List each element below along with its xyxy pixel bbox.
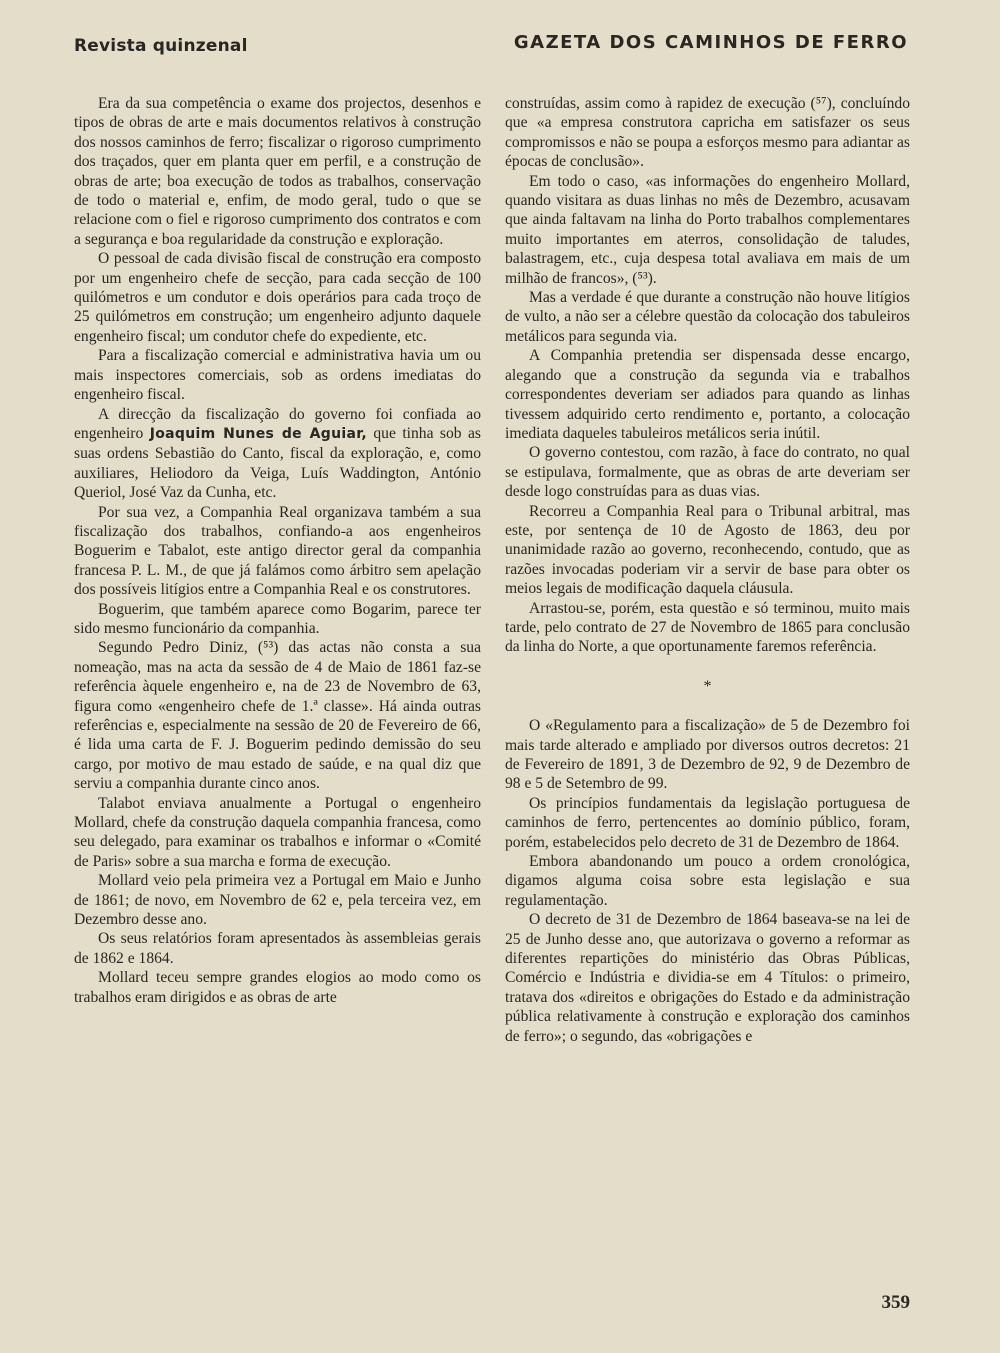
paragraph: Era da sua competência o exame dos projectos, desenhos e tipos de obras de arte e mais documentos relativos à construção dos nossos caminhos de ferro; fiscalizar o rigoroso cumprimento dos traçados, quer em planta quer em perfil, e a construção de obras de arte; boa execução de todos as trabalhos, conservação de todo o material e, enfim, de modo geral, tudo o que se relacione com o fiel e rigoroso cumprimento dos contratos e com a segurança e boa regularidade da construção e exploração.: [74, 95, 481, 248]
paragraph-text: que tinha sob as suas ordens Sebastião do Canto, fiscal da exploração, e, como auxiliares, Heliodoro da Veiga, Luís Waddington, António Queriol, José Vaz da Cunha, etc.: [74, 424, 481, 502]
paragraph: O pessoal de cada divisão fiscal de construção era composto por um engenheiro chefe de secção, para cada secção de 100 quilómetros e um condutor e dois operários para cada troço de 25 quilómetros em construção; um engenheiro adjunto daquele engenheiro fiscal; um condutor chefe do expediente, etc.: [74, 250, 481, 345]
paragraph: [74, 405, 481, 503]
left-column: [74, 94, 481, 1007]
paragraph: Mas a verdade é que durante a construção não houve litígios de vulto, a não ser a célebre questão da colocação dos tabuleiros metálicos para segunda via.: [505, 289, 910, 345]
paragraph: Talabot enviava anualmente a Portugal o engenheiro Mollard, chefe da construção daquela companhia francesa, como seu delegado, para examinar os trabalhos e informar o «Comité de Paris» sobre a sua marcha e forma de execução.: [74, 794, 481, 870]
paragraph: Boguerim, que também aparece como Bogarim, parece ter sido mesmo funcionário da companhia.: [74, 600, 481, 637]
section-separator-asterisk: *: [703, 677, 712, 695]
paragraph: Mollard veio pela primeira vez a Portugal em Maio e Junho de 1861; de novo, em Novembro de 62 e, pela terceira vez, em Dezembro desse ano.: [74, 872, 481, 929]
paragraph: Recorreu a Companhia Real para o Tribunal arbitral, mas este, por sentença de 10 de Agosto de 1863, deu por unanimidade razão ao governo, reconhecendo, contudo, que as razões invocadas poderiam vir a servir de base para obter os meios legais de modificação daquela cláusula.: [505, 502, 910, 598]
header-right-title: GAZETA DOS CAMINHOS DE FERRO: [513, 32, 908, 53]
paragraph: A Companhia pretendia ser dispensada desse encargo, alegando que a construção da segunda via e trabalhos correspondentes deveriam ser adiados para quando as linhas tivessem adquirido certo rendimento e, portanto, a colocação imediata daqueles tabuleiros metálicos seria inútil.: [505, 347, 910, 442]
paragraph: O decreto de 31 de Dezembro de 1864 baseava-se na lei de 25 de Junho desse ano, que autorizava o governo a reformar as diferentes repartições do ministério das Obras Públicas, Comércio e Indústria e dividia-se em 4 Títulos: o primeiro, tratava dos «direitos e obrigações do Estado e da administração pública relativamente à construção e exploração dos caminhos de ferro»; o segundo, das «obrigações e: [505, 911, 910, 1045]
paragraph: O governo contestou, com razão, à face do contrato, no qual se estipulava, formalmente, que as obras de arte deveriam ser desde logo construídas para as duas vias.: [505, 444, 910, 501]
paragraph: Embora abandonando um pouco a ordem cronológica, digamos alguma coisa sobre esta legislação e sua regulamentação.: [505, 853, 910, 909]
page-number: 359: [881, 1292, 910, 1313]
header-left-title: Revista quinzenal: [74, 36, 248, 56]
engineer-name-bold: Joaquim Nunes de Aguiar,: [149, 425, 367, 442]
paragraph-continued: construídas, assim como à rapidez de execução (⁵⁷), concluíndo que «a empresa construtora capricha em satisfazer os seus compromissos e não se poupa a esforços mesmo para adiantar as épocas de conclusão».: [505, 95, 910, 171]
paragraph: Por sua vez, a Companhia Real organizava também a sua fiscalização dos trabalhos, confiando-a aos engenheiros Boguerim e Tabalot, este antigo director geral da companhia francesa P. L. M., de que já falámos como árbitro sem apelação dos possíveis litígios entre a Companhia Real e os construtores.: [74, 503, 481, 599]
right-column: [505, 94, 910, 1046]
paragraph: Em todo o caso, «as informações do engenheiro Mollard, quando visitara as duas linhas no mês de Dezembro, acusavam que ainda faltavam na linha do Porto trabalhos complementares muito importantes em aterros, consolidação de taludes, balastragem, etc., cuja despesa total avaliava em mais de um milhão de francos», (⁵³).: [505, 172, 910, 287]
paragraph: Os princípios fundamentais da legislação portuguesa de caminhos de ferro, pertencentes ao domínio público, foram, porém, estabelecidos pelo decreto de 31 de Dezembro de 1864.: [505, 794, 910, 851]
paragraph: Para a fiscalização comercial e administrativa havia um ou mais inspectores comerciais, sob as ordens imediatas do engenheiro fiscal.: [74, 347, 481, 404]
paragraph: Segundo Pedro Diniz, (⁵³) das actas não consta a sua nomeação, mas na acta da sessão de 4 de Maio de 1861 faz-se referência àquele engenheiro e, na de 23 de Novembro de 63, figura como «engenheiro chefe de 1.ª classe». Há ainda outras referências e, especialmente na sessão de 20 de Fevereiro de 66, é lida uma carta de F. J. Boguerim pedindo demissão do seu cargo, por motivo de mau estado de saúde, e na qual diz que serviu a companhia durante cinco anos.: [74, 639, 481, 793]
paragraph: Mollard teceu sempre grandes elogios ao modo como os trabalhos eram dirigidos e as obras de arte: [74, 969, 481, 1006]
paragraph-text: A direcção da fiscalização do governo foi confiada ao engenheiro: [74, 405, 481, 442]
paragraph: Os seus relatórios foram apresentados às assembleias gerais de 1862 e 1864.: [74, 930, 481, 967]
paragraph: O «Regulamento para a fiscalização» de 5 de Dezembro foi mais tarde alterado e ampliado por diversos outros decretos: 21 de Fevereiro de 1891, 3 de Dezembro de 92, 9 de Dezembro de 98 e 5 de Setembro de 99.: [505, 717, 910, 793]
paragraph: Arrastou-se, porém, esta questão e só terminou, muito mais tarde, pelo contrato de 27 de Novembro de 1865 para conclusão da linha do Norte, a que oportunamente faremos referência.: [505, 599, 910, 656]
